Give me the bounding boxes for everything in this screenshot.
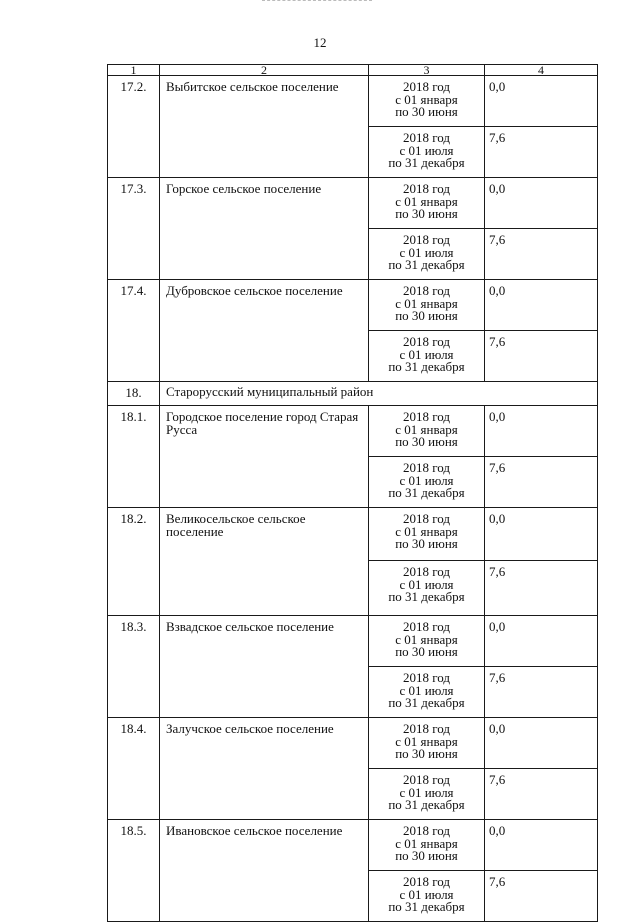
period-line: по 30 июня bbox=[395, 644, 458, 659]
period-line: 2018 год bbox=[403, 232, 450, 247]
period-line: 2018 год bbox=[403, 181, 450, 196]
table-row bbox=[108, 820, 598, 871]
period-line: с 01 июля bbox=[399, 784, 454, 800]
period-line: 2018 год bbox=[403, 511, 450, 526]
period-cell bbox=[369, 406, 485, 457]
period-line: с 01 января bbox=[395, 421, 458, 437]
period-line: по 31 декабря bbox=[388, 695, 465, 710]
period-cell bbox=[369, 178, 485, 229]
table-row bbox=[108, 406, 598, 457]
value-second-half: 7,6 bbox=[485, 871, 598, 922]
period-line: 2018 год bbox=[403, 283, 450, 298]
period-line: с 01 июля bbox=[399, 682, 454, 698]
period-cell bbox=[369, 508, 485, 561]
value-second-half: 7,6 bbox=[485, 127, 598, 178]
period-line: по 31 декабря bbox=[388, 359, 465, 374]
settlement-name: Великосельское сельское поселение bbox=[160, 508, 369, 616]
period-cell bbox=[369, 718, 485, 769]
column-header-1: 1 bbox=[108, 65, 160, 76]
period-cell bbox=[369, 871, 485, 922]
page-number: 12 bbox=[313, 35, 327, 50]
table-row bbox=[108, 280, 598, 331]
period-line: с 01 января bbox=[395, 295, 458, 311]
district-name: Старорусский муниципальный район bbox=[160, 382, 598, 406]
period-line: 2018 год bbox=[403, 334, 450, 349]
value-first-half: 0,0 bbox=[485, 820, 598, 871]
table-row bbox=[108, 76, 598, 127]
value-second-half: 7,6 bbox=[485, 561, 598, 616]
period-cell bbox=[369, 127, 485, 178]
district-row bbox=[108, 382, 598, 406]
value-first-half: 0,0 bbox=[485, 508, 598, 561]
period-line: 2018 год bbox=[403, 79, 450, 94]
period-line: по 31 декабря bbox=[388, 899, 465, 914]
period-line: с 01 июля bbox=[399, 142, 454, 158]
value-second-half: 7,6 bbox=[485, 769, 598, 820]
period-line: по 30 июня bbox=[395, 308, 458, 323]
period-line: с 01 января bbox=[395, 523, 458, 539]
period-cell bbox=[369, 616, 485, 667]
period-cell bbox=[369, 667, 485, 718]
settlement-name: Выбитское сельское поселение bbox=[160, 76, 369, 178]
table-row bbox=[108, 616, 598, 667]
period-line: 2018 год bbox=[403, 409, 450, 424]
period-line: с 01 января bbox=[395, 835, 458, 851]
row-number: 17.2. bbox=[108, 76, 160, 178]
value-first-half: 0,0 bbox=[485, 76, 598, 127]
value-second-half: 7,6 bbox=[485, 331, 598, 382]
value-first-half: 0,0 bbox=[485, 406, 598, 457]
period-line: с 01 июля bbox=[399, 244, 454, 260]
settlement-name: Городское поселение город Старая Русса bbox=[160, 406, 369, 508]
settlement-name: Горское сельское поселение bbox=[160, 178, 369, 280]
period-cell bbox=[369, 229, 485, 280]
period-line: 2018 год bbox=[403, 460, 450, 475]
period-line: по 30 июня bbox=[395, 434, 458, 449]
period-cell bbox=[369, 76, 485, 127]
period-line: с 01 января bbox=[395, 91, 458, 107]
period-line: по 31 декабря bbox=[388, 155, 465, 170]
scan-artifact-line bbox=[262, 0, 372, 5]
table-row bbox=[108, 718, 598, 769]
period-line: по 30 июня bbox=[395, 536, 458, 551]
period-line: по 31 декабря bbox=[388, 257, 465, 272]
period-line: 2018 год bbox=[403, 772, 450, 787]
settlement-name: Дубровское сельское поселение bbox=[160, 280, 369, 382]
settlement-name: Ивановское сельское поселение bbox=[160, 820, 369, 922]
period-cell bbox=[369, 769, 485, 820]
row-number: 18.4. bbox=[108, 718, 160, 820]
period-line: по 30 июня bbox=[395, 104, 458, 119]
period-line: с 01 июля bbox=[399, 472, 454, 488]
period-cell bbox=[369, 457, 485, 508]
table-row bbox=[108, 508, 598, 561]
row-number: 18.5. bbox=[108, 820, 160, 922]
tariff-table bbox=[107, 64, 598, 922]
row-number: 17.4. bbox=[108, 280, 160, 382]
table-row bbox=[108, 178, 598, 229]
value-first-half: 0,0 bbox=[485, 178, 598, 229]
value-first-half: 0,0 bbox=[485, 718, 598, 769]
row-number: 18.3. bbox=[108, 616, 160, 718]
period-line: с 01 июля bbox=[399, 886, 454, 902]
period-line: 2018 год bbox=[403, 874, 450, 889]
period-line: с 01 января bbox=[395, 631, 458, 647]
period-line: 2018 год bbox=[403, 564, 450, 579]
value-second-half: 7,6 bbox=[485, 229, 598, 280]
period-cell bbox=[369, 820, 485, 871]
period-line: 2018 год bbox=[403, 619, 450, 634]
period-cell bbox=[369, 561, 485, 616]
period-line: по 30 июня bbox=[395, 206, 458, 221]
period-line: с 01 января bbox=[395, 193, 458, 209]
period-line: по 30 июня bbox=[395, 746, 458, 761]
value-first-half: 0,0 bbox=[485, 280, 598, 331]
value-second-half: 7,6 bbox=[485, 457, 598, 508]
column-header-3: 3 bbox=[369, 65, 485, 76]
row-number: 18. bbox=[108, 382, 160, 406]
period-line: по 30 июня bbox=[395, 848, 458, 863]
row-number: 17.3. bbox=[108, 178, 160, 280]
period-line: 2018 год bbox=[403, 130, 450, 145]
column-header-4: 4 bbox=[485, 65, 598, 76]
period-line: 2018 год bbox=[403, 670, 450, 685]
period-line: 2018 год bbox=[403, 721, 450, 736]
settlement-name: Залучское сельское поселение bbox=[160, 718, 369, 820]
period-line: 2018 год bbox=[403, 823, 450, 838]
period-cell bbox=[369, 280, 485, 331]
value-second-half: 7,6 bbox=[485, 667, 598, 718]
period-line: с 01 июля bbox=[399, 346, 454, 362]
period-line: с 01 июля bbox=[399, 576, 454, 592]
row-number: 18.1. bbox=[108, 406, 160, 508]
period-line: по 31 декабря bbox=[388, 797, 465, 812]
settlement-name: Взвадское сельское поселение bbox=[160, 616, 369, 718]
value-first-half: 0,0 bbox=[485, 616, 598, 667]
period-line: с 01 января bbox=[395, 733, 458, 749]
column-header-2: 2 bbox=[160, 65, 369, 76]
row-number: 18.2. bbox=[108, 508, 160, 616]
period-cell bbox=[369, 331, 485, 382]
column-number-row bbox=[108, 65, 598, 76]
period-line: по 31 декабря bbox=[388, 589, 465, 604]
period-line: по 31 декабря bbox=[388, 485, 465, 500]
